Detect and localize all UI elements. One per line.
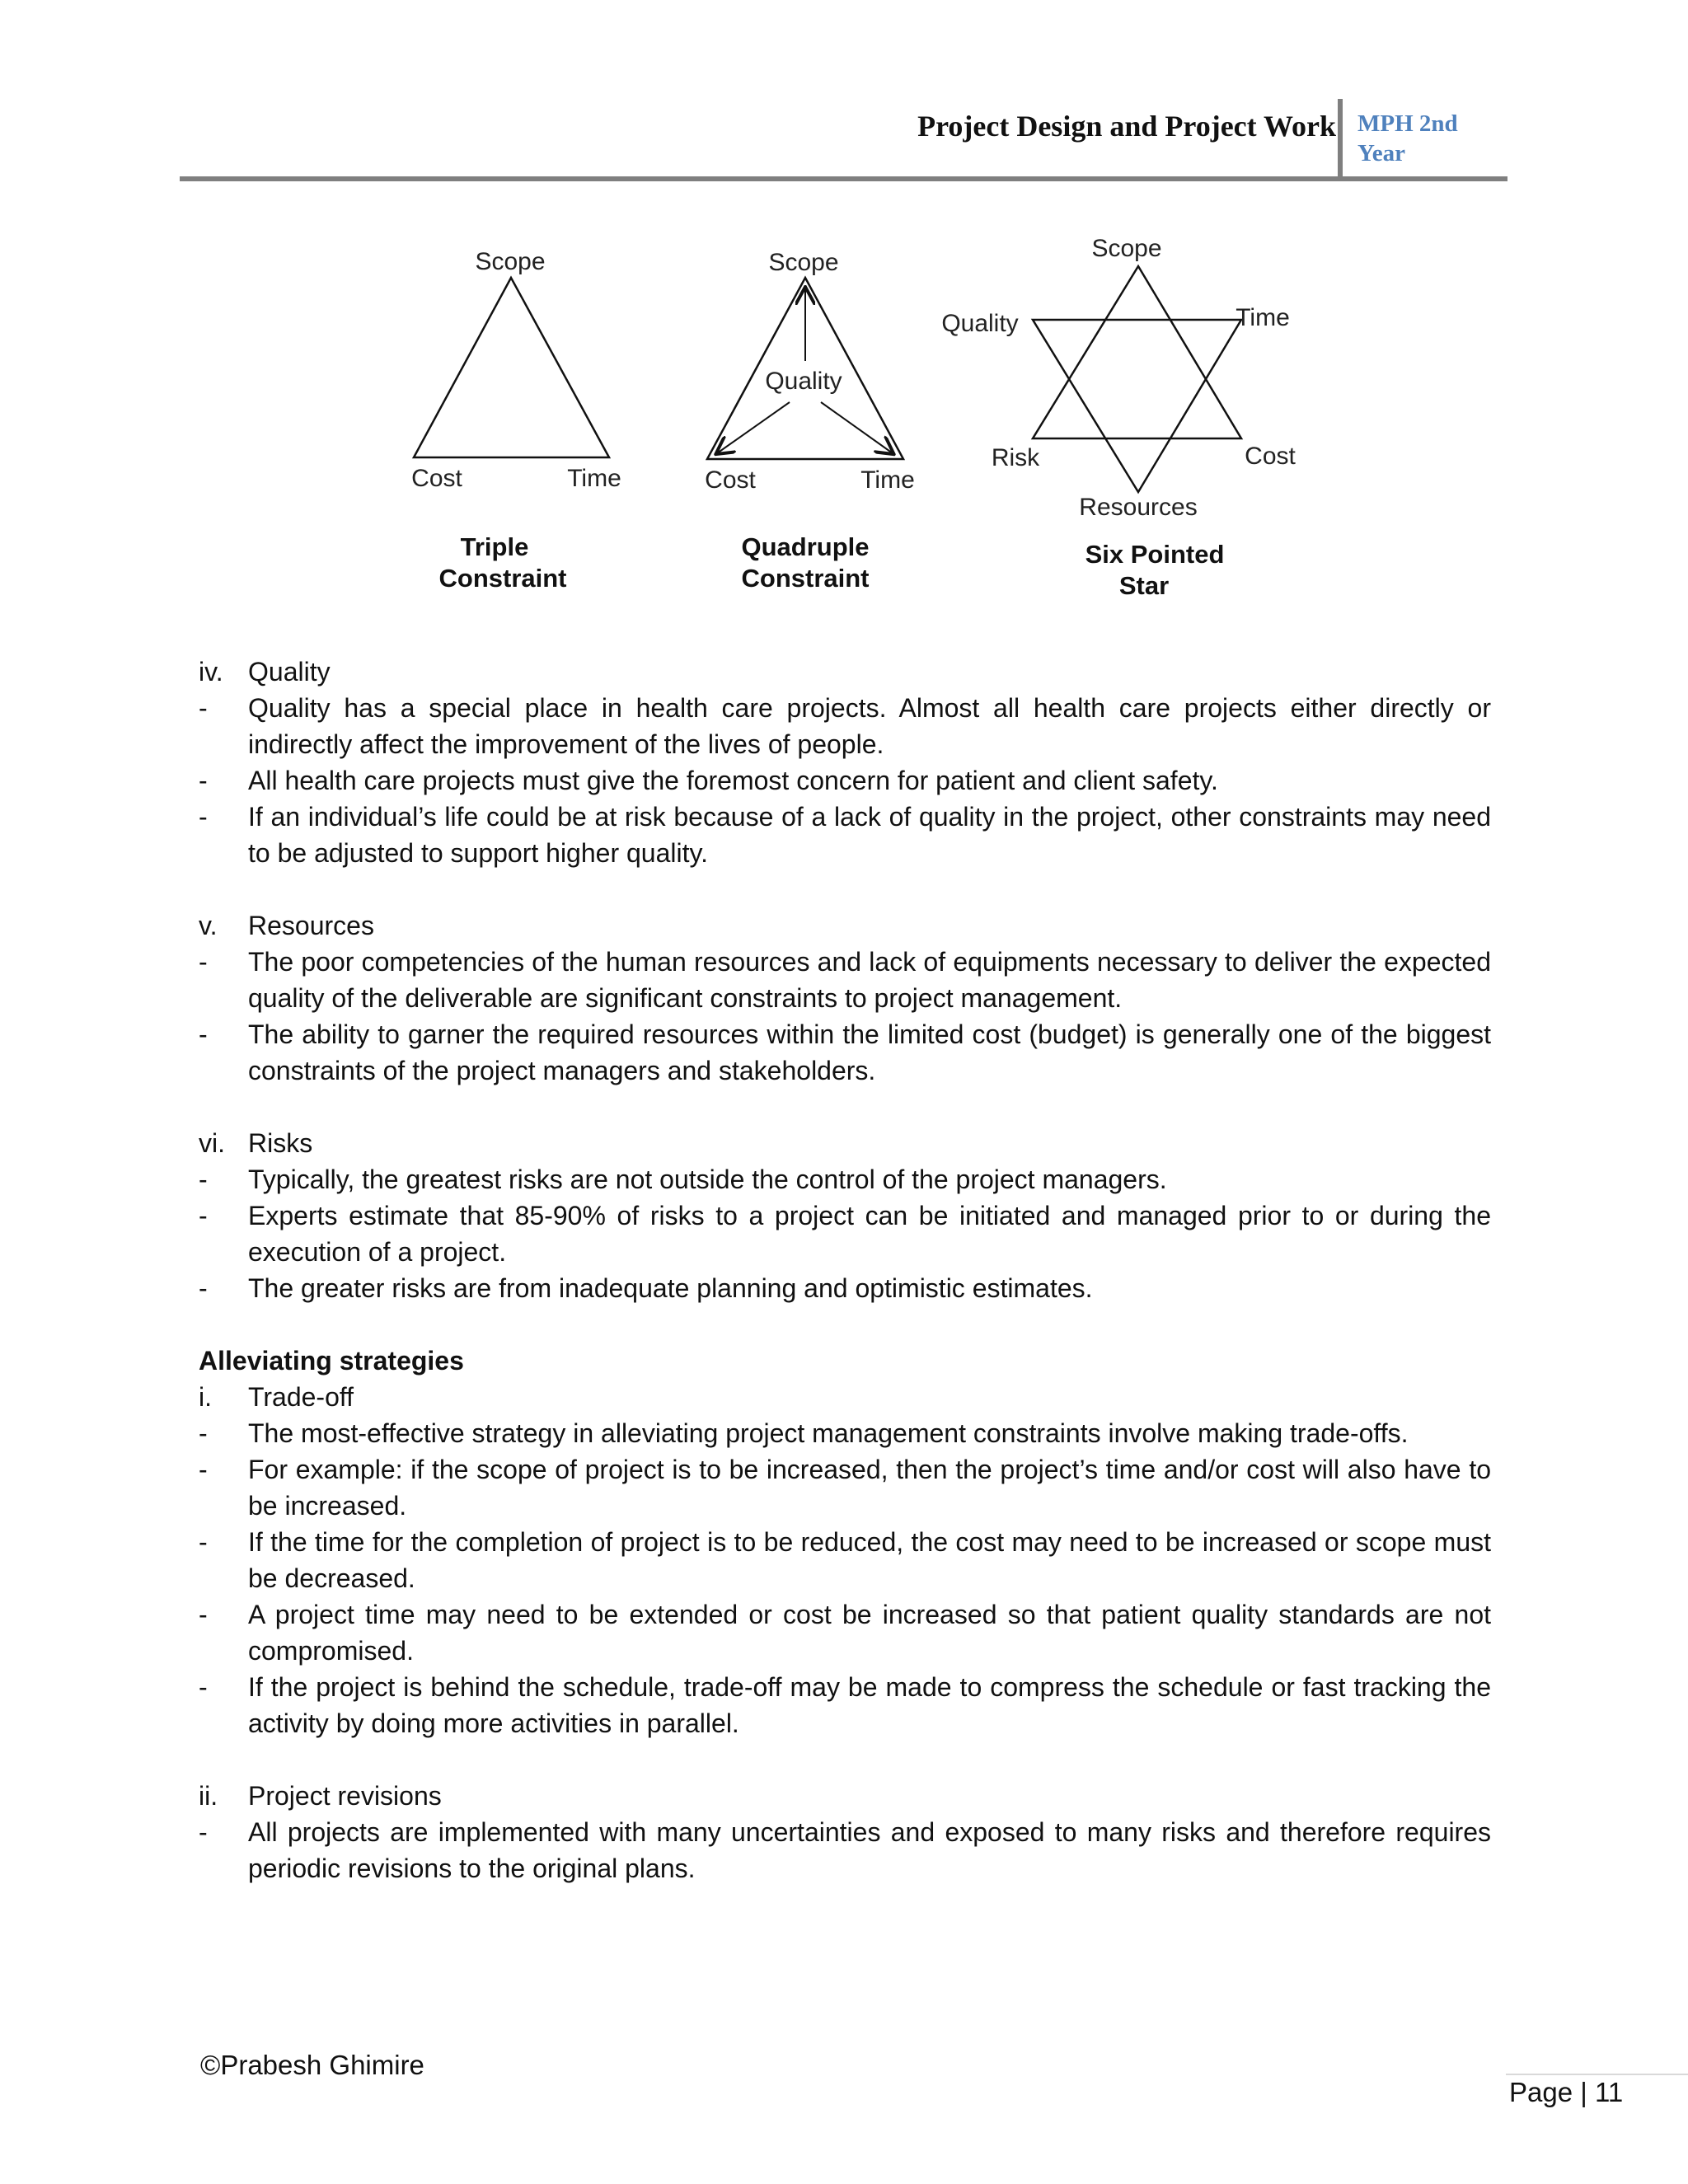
star-resources-label: Resources <box>1079 494 1198 521</box>
bullet-dash: - <box>199 1201 208 1230</box>
constraints-diagram <box>0 223 1688 618</box>
bullet-dash: - <box>199 947 208 977</box>
star-quality-label: Quality <box>941 310 1019 337</box>
bullet-dash: - <box>199 802 208 832</box>
page-number: Page | 11 <box>1509 2077 1624 2107</box>
triple-caption-line2: Constraint <box>438 564 567 593</box>
bullet-text: The ability to garner the required resources within the limited cost (budget) is generally one of the biggest constraints of the project managers and stakeholders. <box>248 1019 1491 1085</box>
quadruple-scope-label: Scope <box>768 249 839 276</box>
bullet-text: If the time for the completion of project is to be reduced, the cost may need to be increased or scope must be decreased. <box>248 1527 1491 1593</box>
bullet-text: The most-effective strategy in alleviating project management constraints involve making trade-offs. <box>248 1418 1409 1448</box>
bullet-text: If an individual’s life could be at risk because of a lack of quality in the project, other constraints may need to be adjusted to support higher quality. <box>248 802 1491 868</box>
quadruple-arrow-time <box>821 402 893 453</box>
bullet-dash: - <box>199 1817 208 1847</box>
section-marker: i. <box>199 1382 212 1412</box>
quadruple-quality-label: Quality <box>765 368 842 395</box>
bullet-dash: - <box>199 1672 208 1702</box>
bullet-dash: - <box>199 1527 208 1557</box>
list-item <box>199 1016 1491 1089</box>
list-item <box>199 1197 1491 1270</box>
bullet-dash: - <box>199 1019 208 1049</box>
bullet-dash: - <box>199 1273 208 1303</box>
star-time-label: Time <box>1236 304 1290 331</box>
quadruple-caption-line2: Constraint <box>741 564 870 593</box>
section-revisions-heading <box>199 1778 1491 1814</box>
list-item <box>199 1270 1491 1306</box>
header-rule <box>180 176 1507 181</box>
bullet-dash: - <box>199 1165 208 1194</box>
footer-rule <box>1506 2074 1688 2075</box>
footer-author: ©Prabesh Ghimire <box>200 2050 424 2080</box>
list-item <box>199 799 1491 871</box>
quadruple-time-label: Time <box>860 466 915 494</box>
bullet-dash: - <box>199 693 208 723</box>
bullet-text: Quality has a special place in health care projects. Almost all health care projects either directly or indirectly affect the improvement of the lives of people. <box>248 693 1491 759</box>
section-marker: iv. <box>199 657 223 687</box>
list-item <box>199 1596 1491 1669</box>
section-tradeoff-heading <box>199 1379 1491 1415</box>
section-title: Quality <box>248 657 331 687</box>
bullet-dash: - <box>199 1455 208 1484</box>
bullet-text: The poor competencies of the human resources and lack of equipments necessary to deliver the expected quality of the deliverable are significant constraints to project management. <box>248 947 1491 1013</box>
section-title: Trade-off <box>248 1382 354 1412</box>
alleviating-strategies-heading: Alleviating strategies <box>199 1346 464 1376</box>
bullet-text: All health care projects must give the foremost concern for patient and client safety. <box>248 766 1218 795</box>
bullet-text: The greater risks are from inadequate planning and optimistic estimates. <box>248 1273 1093 1303</box>
star-caption-line1: Six Pointed <box>1085 540 1225 569</box>
list-item <box>199 1161 1491 1197</box>
header-course: MPH 2nd Year <box>1357 110 1458 166</box>
quadruple-arrow-cost <box>717 402 790 453</box>
bullet-text: A project time may need to be extended or cost be increased so that patient quality standards are not compromised. <box>248 1600 1491 1666</box>
header-divider <box>1338 99 1343 180</box>
section-title: Risks <box>248 1128 313 1158</box>
section-resources-heading <box>199 907 1491 944</box>
triple-time-label: Time <box>567 465 621 492</box>
bullet-text: Typically, the greatest risks are not outside the control of the project managers. <box>248 1165 1167 1194</box>
bullet-dash: - <box>199 1600 208 1629</box>
bullet-dash: - <box>199 766 208 795</box>
list-item <box>199 1814 1491 1886</box>
star-risk-label: Risk <box>991 444 1040 471</box>
list-item <box>199 762 1491 799</box>
section-risks-heading <box>199 1125 1491 1161</box>
list-item <box>199 1524 1491 1596</box>
section-marker: ii. <box>199 1781 218 1811</box>
header-title: Project Design and Project Work <box>917 110 1336 143</box>
list-item <box>199 690 1491 762</box>
bullet-text: If the project is behind the schedule, trade-off may be made to compress the schedule or fast tracking the activity by doing more activities in parallel. <box>248 1672 1491 1738</box>
section-quality-heading <box>199 654 1491 690</box>
quadruple-cost-label: Cost <box>705 466 756 494</box>
triple-scope-label: Scope <box>475 248 546 275</box>
body-content <box>199 654 1491 1886</box>
section-title: Project revisions <box>248 1781 442 1811</box>
constraints-figure <box>0 223 1688 618</box>
list-item <box>199 1669 1491 1741</box>
section-marker: v. <box>199 911 218 940</box>
triple-caption-line1: Triple <box>460 532 529 561</box>
star-downward-triangle <box>1033 320 1241 492</box>
star-cost-label: Cost <box>1245 443 1296 470</box>
star-caption-line2: Star <box>1118 571 1170 600</box>
bullet-text: For example: if the scope of project is to be increased, then the project’s time and/or cost will also have to be increased. <box>248 1455 1491 1521</box>
bullet-dash: - <box>199 1418 208 1448</box>
star-upward-triangle <box>1033 266 1241 438</box>
bullet-text: All projects are implemented with many uncertainties and exposed to many risks and therefore requires periodic revisions to the original plans. <box>248 1817 1491 1883</box>
list-item <box>199 1415 1491 1451</box>
triple-triangle <box>414 278 609 457</box>
quadruple-caption-line1: Quadruple <box>741 532 870 561</box>
list-item <box>199 1451 1491 1524</box>
triple-cost-label: Cost <box>411 465 462 492</box>
bullet-text: Experts estimate that 85-90% of risks to a project can be initiated and managed prior to or during the execution of a project. <box>248 1201 1491 1267</box>
star-scope-label: Scope <box>1091 235 1162 262</box>
section-marker: vi. <box>199 1128 225 1158</box>
section-title: Resources <box>248 911 374 940</box>
list-item <box>199 944 1491 1016</box>
